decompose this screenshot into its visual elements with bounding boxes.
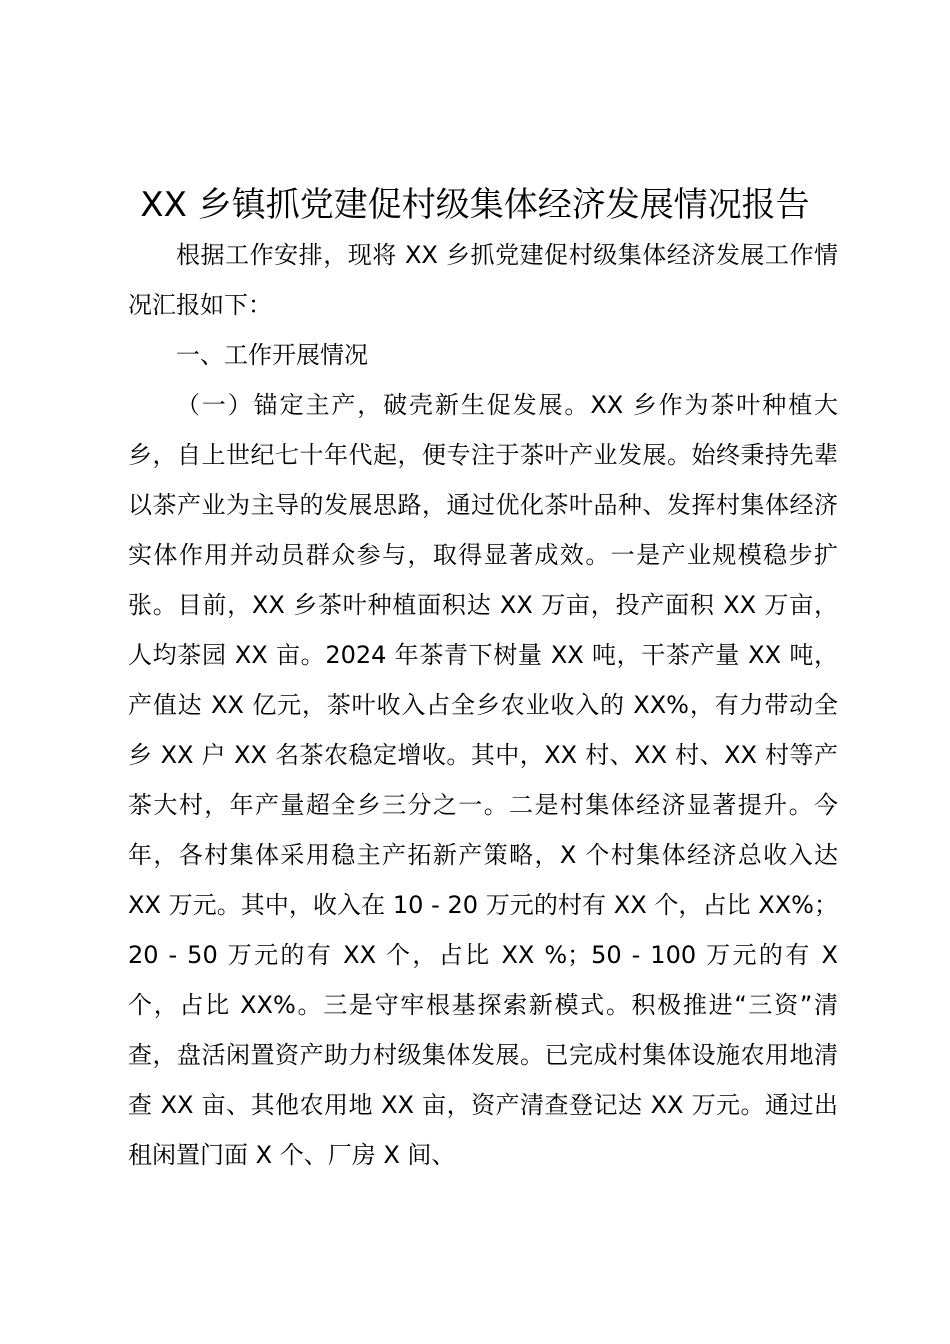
document-title: XX 乡镇抓党建促村级集体经济发展情况报告 [140, 185, 810, 225]
document-body [128, 230, 838, 1180]
paragraph-intro: 根据工作安排，现将 XX 乡抓党建促村级集体经济发展工作情况汇报如下： [128, 241, 838, 319]
paragraph-section-one: （一）锚定主产，破壳新生促发展。XX 乡作为茶叶种植大乡，自上世纪七十年代起，便专注于茶叶产业发展。始终秉持先辈以茶产业为主导的发展思路，通过优化茶叶品种、发挥村集体经济实体作用并动员群众参与，取得显著成效。一是产业规模稳步扩张。目前，XX 乡茶叶种植面积达 XX 万亩，投产面积 XX 万亩，人均茶园 XX 亩。2024 年茶青下树量 XX 吨，干茶产量 XX 吨，产值达 XX 亿元，茶叶收入占全乡农业收入的 XX%，有力带动全乡 XX 户 XX 名茶农稳定增收。其中，XX 村、XX 村、XX 村等产茶大村，年产量超全乡三分之一。二是村集体经济显著提升。今年，各村集体采用稳主产拓新产策略，X 个村集体经济总收入达 XX 万元。其中，收入在 10 - 20 万元的村有 XX 个，占比 XX%；20 - 50 万元的有 XX 个，占比 XX %；50 - 100 万元的有 X 个，占比 XX%。三是守牢根基探索新模式。积极推进“三资”清查，盘活闲置资产助力村级集体发展。已完成村集体设施农用地清查 XX 亩、其他农用地 XX 亩，资产清查登记达 XX 万元。通过出租闲置门面 X 个、厂房 X 间、 [128, 391, 838, 1169]
section-heading-work-status: 一、工作开展情况 [176, 341, 368, 369]
